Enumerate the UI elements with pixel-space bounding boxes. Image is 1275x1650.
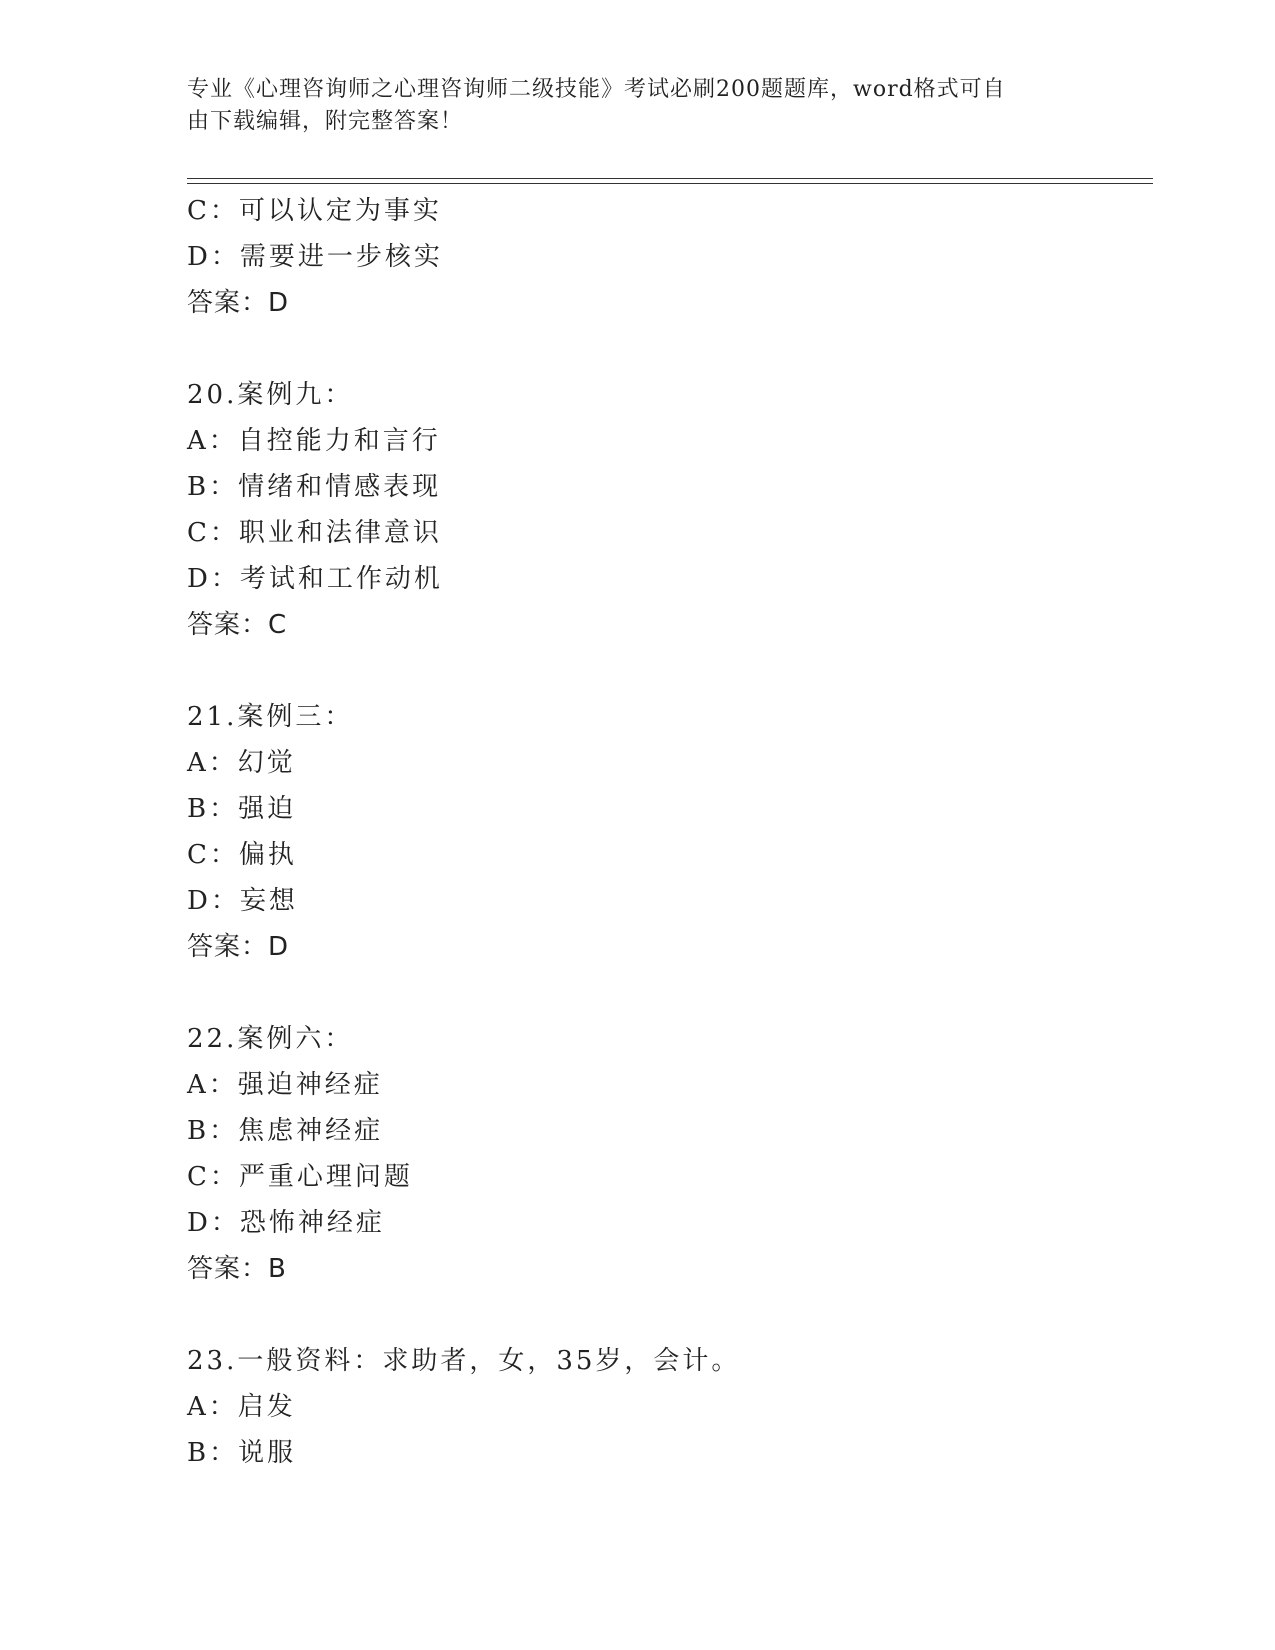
question-21 (187, 694, 1153, 970)
question-list (187, 188, 1153, 1476)
question-title: 20.案例九： (187, 380, 354, 410)
option-c: C：职业和法律意识 (187, 518, 442, 548)
question-20 (187, 372, 1153, 648)
spacer (187, 1292, 1153, 1338)
option-c: C：可以认定为事实 (187, 196, 442, 226)
question-title: 22.案例六： (187, 1024, 354, 1054)
option-b: B：焦虑神经症 (187, 1116, 384, 1146)
option-a: A：强迫神经症 (187, 1070, 383, 1100)
option-b: B：情绪和情感表现 (187, 472, 442, 502)
question-title: 23.一般资料：求助者，女，35岁，会计。 (187, 1346, 741, 1376)
option-d: D：需要进一步核实 (187, 242, 443, 272)
document-header (187, 74, 1067, 138)
option-d: D：妄想 (187, 886, 298, 916)
spacer (187, 326, 1153, 372)
header-rule-bottom (187, 183, 1153, 184)
answer-line: 答案：D (187, 288, 290, 318)
option-d: D：考试和工作动机 (187, 564, 443, 594)
header-line-2: 由下载编辑，附完整答案！ (187, 109, 464, 134)
answer-line: 答案：B (187, 1254, 287, 1284)
option-b: B：强迫 (187, 794, 297, 824)
header-line-1: 专业《心理咨询师之心理咨询师二级技能》考试必刷200题题库，word格式可自 (187, 77, 1006, 102)
option-c: C：严重心理问题 (187, 1162, 413, 1192)
prev-question (187, 188, 1153, 326)
option-a: A：自控能力和言行 (187, 426, 441, 456)
question-title: 21.案例三： (187, 702, 354, 732)
question-22 (187, 1016, 1153, 1292)
answer-line: 答案：C (187, 610, 288, 640)
answer-line: 答案：D (187, 932, 290, 962)
question-23 (187, 1338, 1153, 1476)
option-b: B：说服 (187, 1438, 297, 1468)
spacer (187, 970, 1153, 1016)
option-a: A：幻觉 (187, 748, 296, 778)
option-d: D：恐怖神经症 (187, 1208, 385, 1238)
option-a: A：启发 (187, 1392, 296, 1422)
option-c: C：偏执 (187, 840, 297, 870)
spacer (187, 648, 1153, 694)
header-rule-top (187, 178, 1153, 179)
